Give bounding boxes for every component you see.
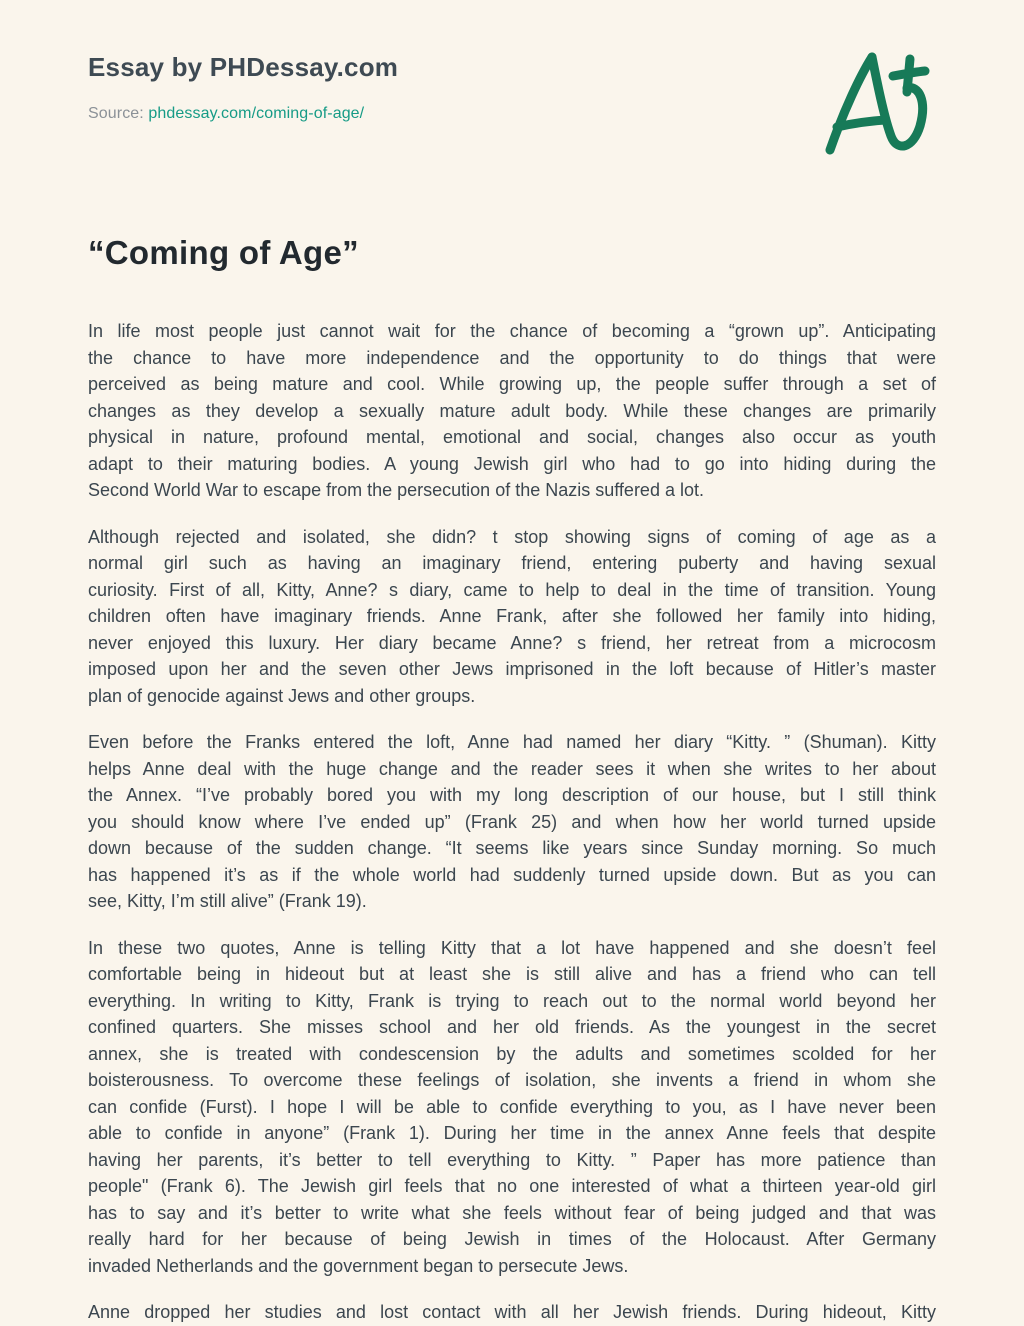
essay-line: having her parents, it’s better to tell everything to Kitty. ” Paper has more patience than <box>88 1149 936 1170</box>
header-text-block <box>88 50 398 123</box>
essay-line: see, Kitty, I’m still alive” (Frank 19). <box>88 891 367 911</box>
essay-line: normal girl such as having an imaginary friend, entering puberty and having sexual <box>88 553 936 573</box>
essay-paragraph <box>88 1299 936 1320</box>
essay-line: In life most people just cannot wait for the chance of becoming a “grown up”. Anticipating <box>88 321 936 341</box>
essay-line: curiosity. First of all, Kitty, Anne? s diary, came to help to deal in the time of transition. Young <box>88 579 936 600</box>
essay-line: helps Anne deal with the huge change and the reader sees it when she writes to her about <box>88 758 936 779</box>
essay-title: “Coming of Age” <box>88 234 359 271</box>
essay-line: imposed upon her and the seven other Jews imprisoned in the loft because of Hitler’s master <box>88 659 936 679</box>
essay-line: changes as they develop a sexually mature adult body. While these changes are primarily <box>88 400 936 421</box>
essay-paragraph <box>88 524 936 710</box>
essay-line: annex, she is treated with condescension by the adults and sometimes scolded for her <box>88 1043 936 1064</box>
essay-line: never enjoyed this luxury. Her diary became Anne? s friend, her retreat from a microcosm <box>88 632 936 653</box>
essay-line: physical in nature, profound mental, emotional and social, changes also occur as youth <box>88 427 936 447</box>
essay-line: really hard for her because of being Jewish in times of the Holocaust. After Germany <box>88 1229 936 1249</box>
essay-line: confined quarters. She misses school and her old friends. As the youngest in the secret <box>88 1017 936 1037</box>
essay-line: boisterousness. To overcome these feelings of isolation, she invents a friend in whom she <box>88 1070 936 1090</box>
source-link[interactable]: phdessay.com/coming-of-age/ <box>148 105 365 122</box>
essay-line: Anne dropped her studies and lost contact with all her Jewish friends. During hideout, Kitty <box>88 1302 936 1322</box>
essay-line: comfortable being in hideout but at least she is still alive and has a friend who can tell <box>88 964 936 984</box>
essay-line: the chance to have more independence and the opportunity to do things that were <box>88 347 936 368</box>
page-header <box>88 50 936 164</box>
essay-line: Second World War to escape from the persecution of the Nazis suffered a lot. <box>88 480 704 500</box>
essay-line: perceived as being mature and cool. While growing up, the people suffer through a set of <box>88 374 936 394</box>
essay-line: everything. In writing to Kitty, Frank is trying to reach out to the normal world beyond her <box>88 990 936 1011</box>
source-line <box>88 105 398 123</box>
essay-line: adapt to their maturing bodies. A young Jewish girl who had to go into hiding during the <box>88 453 936 474</box>
essay-line: Even before the Franks entered the loft, Anne had named her diary “Kitty. ” (Shuman). Kitty <box>88 732 936 752</box>
essay-body <box>88 318 936 1320</box>
essay-line: able to confide in anyone” (Frank 1). During her time in the annex Anne feels that despite <box>88 1123 936 1143</box>
essay-line: the Annex. “I’ve probably bored you with my long description of our house, but I still think <box>88 785 936 805</box>
essay-paragraph <box>88 935 936 1280</box>
essay-line: invaded Netherlands and the government began to persecute Jews. <box>88 1255 629 1276</box>
site-title: Essay by PHDessay.com <box>88 52 399 82</box>
essay-line: can confide (Furst). I hope I will be able to confide everything to you, as I have never been <box>88 1096 936 1117</box>
essay-paragraph <box>88 318 936 504</box>
essay-line: down because of the sudden change. “It seems like years since Sunday morning. So much <box>88 838 936 858</box>
essay-line: Although rejected and isolated, she didn? t stop showing signs of coming of age as a <box>88 526 936 547</box>
essay-paragraph <box>88 729 936 915</box>
essay-line: has to say and it’s better to write what she feels without fear of being judged and that was <box>88 1202 936 1223</box>
essay-line: In these two quotes, Anne is telling Kitty that a lot have happened and she doesn’t feel <box>88 937 936 958</box>
source-label: Source: <box>88 105 144 122</box>
essay-line: you should know where I’ve ended up” (Frank 25) and when how her world turned upside <box>88 811 936 832</box>
essay-line: has happened it’s as if the whole world had suddenly turned upside down. But as you can <box>88 864 936 885</box>
essay-line: children often have imaginary friends. Anne Frank, after she followed her family into hiding, <box>88 606 936 626</box>
essay-line: plan of genocide against Jews and other groups. <box>88 685 476 706</box>
essay-line: people" (Frank 6). The Jewish girl feels that no one interested of what a thirteen year-old girl <box>88 1176 936 1196</box>
a-plus-grade-logo-icon <box>816 44 936 164</box>
